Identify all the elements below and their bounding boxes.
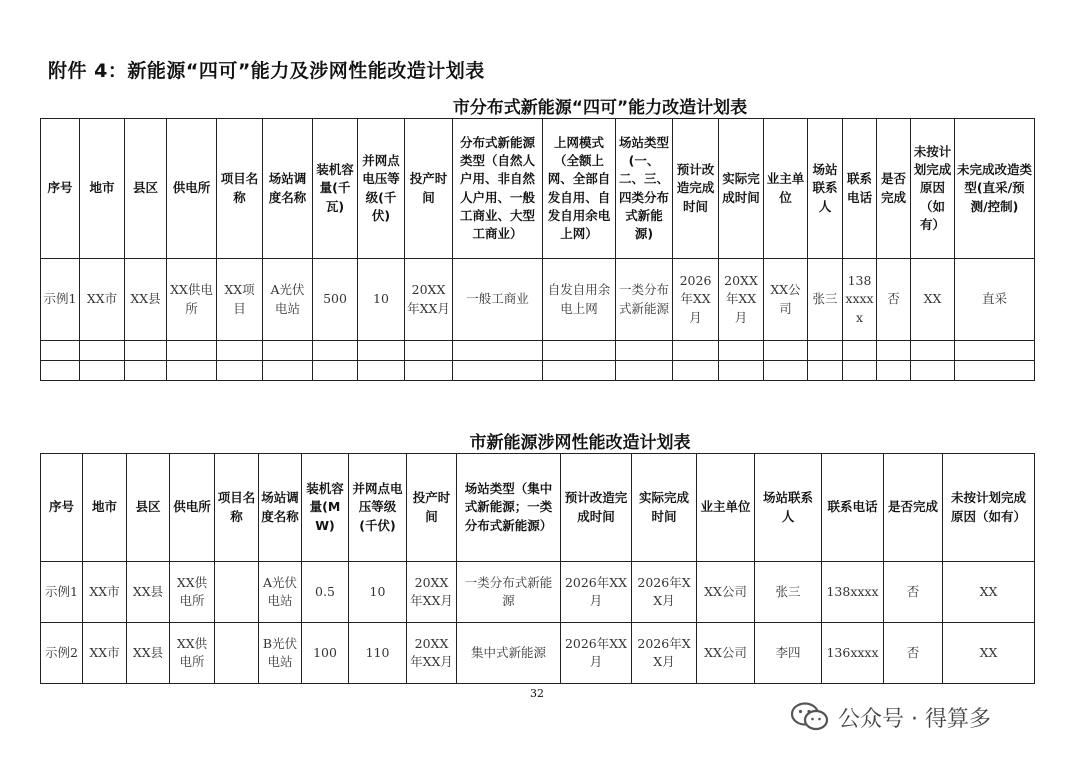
column-header: 场站类型（集中式新能源；一类分布式新能源） [457,454,561,562]
table-cell: 2026年XX月 [673,259,719,341]
table-cell: XX供电所 [167,259,217,341]
table-cell: XX [943,562,1035,623]
empty-cell [263,341,313,361]
table-cell: 示例2 [41,623,83,684]
table-cell: 集中式新能源 [457,623,561,684]
empty-cell [719,361,764,381]
empty-cell [673,361,719,381]
table-cell [215,562,259,623]
empty-cell [125,361,167,381]
column-header: 未完成改造类型(直采/预测/控制) [955,119,1035,259]
column-header: 场站类型(一、二、三、四类分布式新能源) [616,119,673,259]
empty-cell [41,361,80,381]
table1-title: 市分布式新能源“四可”能力改造计划表 [452,98,748,118]
table-cell: 138xxxx [822,562,884,623]
table2-title: 市新能源涉网性能改造计划表 [469,433,691,453]
column-header: 序号 [41,119,80,259]
table-cell: 20XX年XX月 [405,259,453,341]
grid-performance-renovation-table [40,453,1035,684]
empty-cell [877,361,911,381]
empty-cell [808,341,843,361]
empty-cell [877,341,911,361]
column-header: 实际完成时间 [719,119,764,259]
watermark-text: 公众号 · 得算多 [838,706,991,732]
table-header-row [41,454,1035,562]
wechat-icon [790,701,830,733]
empty-cell [405,341,453,361]
table-cell: XX供电所 [170,562,215,623]
column-header: 场站联系人 [808,119,843,259]
empty-cell [616,361,673,381]
table-cell: 2026年XX月 [632,562,697,623]
empty-cell [358,361,405,381]
table-cell: 一类分布式新能源 [616,259,673,341]
table-cell: 否 [884,562,943,623]
empty-cell [217,341,263,361]
table-cell: XX市 [83,623,127,684]
empty-row [41,361,1035,381]
empty-cell [543,341,616,361]
table-cell: 2026年XX月 [561,623,632,684]
document-heading: 附件 4：新能源“四可”能力及涉网性能改造计划表 [48,60,485,82]
column-header: 地市 [83,454,127,562]
table-cell: XX公司 [697,562,755,623]
table-cell: 李四 [755,623,822,684]
table-row [41,562,1035,623]
empty-cell [543,361,616,381]
empty-cell [955,361,1035,381]
column-header: 装机容量(千瓦) [313,119,358,259]
table-cell: 示例1 [41,562,83,623]
table-cell: XX市 [83,562,127,623]
empty-cell [453,341,543,361]
table-cell: 100 [302,623,349,684]
empty-cell [764,361,808,381]
empty-cell [41,341,80,361]
table-cell: 一般工商业 [453,259,543,341]
empty-cell [673,341,719,361]
table-cell: 10 [349,562,407,623]
column-header: 场站联系人 [755,454,822,562]
column-header: 并网点电压等级(千伏) [349,454,407,562]
column-header: 联系电话 [822,454,884,562]
column-header: 是否完成 [877,119,911,259]
table-cell: 500 [313,259,358,341]
empty-cell [80,361,125,381]
column-header: 县区 [127,454,170,562]
column-header: 装机容量(MW) [302,454,349,562]
table-cell: XX县 [127,623,170,684]
empty-cell [167,361,217,381]
table-cell: XX供电所 [170,623,215,684]
column-header: 序号 [41,454,83,562]
table-cell: XX公司 [764,259,808,341]
empty-cell [764,341,808,361]
table-cell: XX县 [127,562,170,623]
column-header: 投产时间 [407,454,457,562]
column-header: 未按计划完成原因（如有） [911,119,955,259]
column-header: 上网模式（全额上网、全部自发自用、自发自用余电上网） [543,119,616,259]
column-header: 预计改造完成时间 [673,119,719,259]
table-cell: 110 [349,623,407,684]
empty-cell [167,341,217,361]
table-cell: 直采 [955,259,1035,341]
table-cell: 否 [884,623,943,684]
table-cell: 20XX年XX月 [407,562,457,623]
column-header: 分布式新能源类型（自然人户用、非自然人户用、一般工商业、大型工商业） [453,119,543,259]
table-cell: XX公司 [697,623,755,684]
table-cell: 136xxxx [822,623,884,684]
column-header: 并网点电压等级(千伏) [358,119,405,259]
empty-cell [808,361,843,381]
table-cell: XX [911,259,955,341]
table-row [41,259,1035,341]
column-header: 场站调度名称 [259,454,302,562]
empty-cell [125,341,167,361]
table-cell: 20XX年XX月 [407,623,457,684]
empty-cell [843,341,877,361]
empty-cell [955,341,1035,361]
empty-cell [616,341,673,361]
table-cell: A光伏电站 [259,562,302,623]
column-header: 业主单位 [764,119,808,259]
table-cell: 否 [877,259,911,341]
column-header: 场站调度名称 [263,119,313,259]
table-cell: 张三 [755,562,822,623]
column-header: 项目名称 [217,119,263,259]
empty-cell [263,361,313,381]
page-number: 32 [530,687,544,700]
table-cell: 自发自用余电上网 [543,259,616,341]
empty-cell [843,361,877,381]
column-header: 实际完成时间 [632,454,697,562]
table-cell: 2026年XX月 [561,562,632,623]
empty-cell [911,361,955,381]
empty-cell [719,341,764,361]
table-cell: XX县 [125,259,167,341]
empty-cell [313,341,358,361]
table-cell: 20XX年XX月 [719,259,764,341]
table-cell: A光伏电站 [263,259,313,341]
column-header: 预计改造完成时间 [561,454,632,562]
empty-cell [358,341,405,361]
table-cell: B光伏电站 [259,623,302,684]
empty-cell [80,341,125,361]
column-header: 供电所 [167,119,217,259]
watermark [790,701,991,733]
table-cell: 一类分布式新能源 [457,562,561,623]
table-cell: 2026年XX月 [632,623,697,684]
column-header: 未按计划完成原因（如有） [943,454,1035,562]
column-header: 项目名称 [215,454,259,562]
distributed-renovation-table [40,118,1035,381]
table-cell: XX [943,623,1035,684]
table-header-row [41,119,1035,259]
column-header: 地市 [80,119,125,259]
empty-cell [405,361,453,381]
table-cell: XX项目 [217,259,263,341]
table-cell: 示例1 [41,259,80,341]
column-header: 县区 [125,119,167,259]
column-header: 联系电话 [843,119,877,259]
empty-cell [911,341,955,361]
table-cell: 0.5 [302,562,349,623]
column-header: 业主单位 [697,454,755,562]
column-header: 供电所 [170,454,215,562]
empty-row [41,341,1035,361]
table-row [41,623,1035,684]
empty-cell [217,361,263,381]
column-header: 投产时间 [405,119,453,259]
table-cell: 138xxxxx [843,259,877,341]
table-cell [215,623,259,684]
table-cell: 张三 [808,259,843,341]
table-cell: XX市 [80,259,125,341]
empty-cell [453,361,543,381]
empty-cell [313,361,358,381]
table-cell: 10 [358,259,405,341]
column-header: 是否完成 [884,454,943,562]
